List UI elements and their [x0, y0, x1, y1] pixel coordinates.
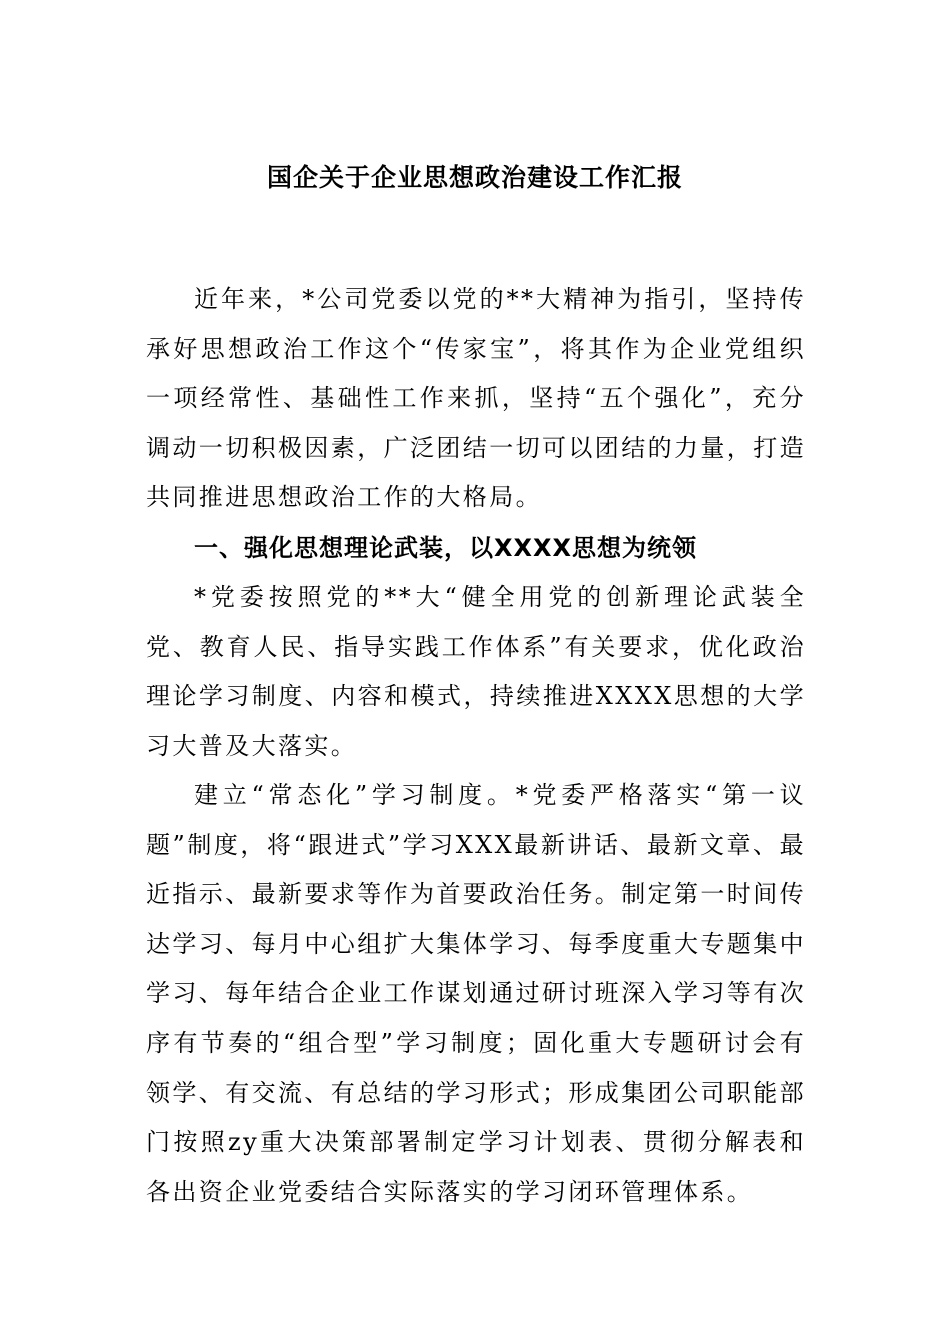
section-paragraph-2: 建立“常态化”学习制度。*党委严格落实“第一议题”制度，将“跟进式”学习XXX最新讲话、最新文章、最近指示、最新要求等作为首要政治任务。制定第一时间传达学习、每月中心组扩大集体学习、每季度重大专题集中学习、每年结合企业工作谋划通过研讨班深入学习等有次序有节奏的“组合型”学习制度；固化重大专题研讨会有领学、有交流、有总结的学习形式；形成集团公司职能部门按照zy重大决策部署制定学习计划表、贯彻分解表和各出资企业党委结合实际落实的学习闭环管理体系。: [146, 781, 806, 1206]
document-title: 国企关于企业思想政治建设工作汇报: [266, 163, 683, 192]
section-paragraph-1: *党委按照党的**大“健全用党的创新理论武装全党、教育人民、指导实践工作体系”有关要求，优化政治理论学习制度、内容和模式，持续推进XXXX思想的大学习大普及大落实。: [146, 583, 806, 760]
intro-paragraph: 近年来，*公司党委以党的**大精神为指引，坚持传承好思想政治工作这个“传家宝”，将其作为企业党组织一项经常性、基础性工作来抓，坚持“五个强化”，充分调动一切积极因素，广泛团结一切可以团结的力量，打造共同推进思想政治工作的大格局。: [146, 285, 806, 512]
section-heading: 一、强化思想理论武装，以XXXX思想为统领: [194, 534, 698, 562]
